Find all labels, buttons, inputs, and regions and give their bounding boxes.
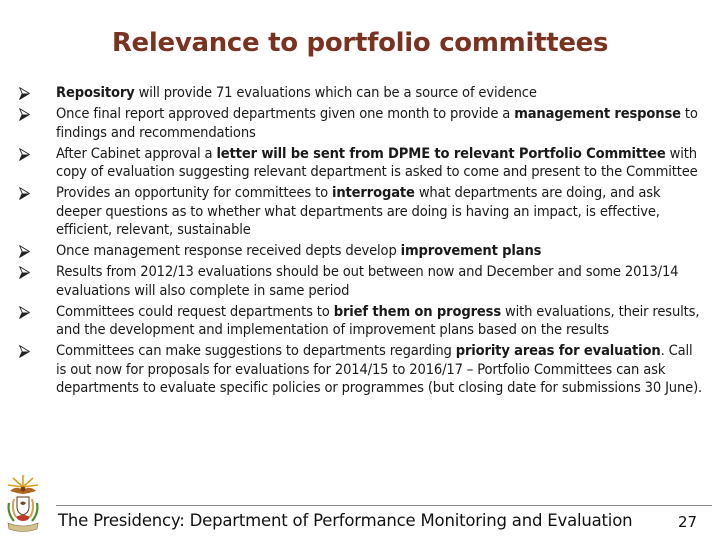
bullet-text-run: Provides an opportunity for committees to xyxy=(56,184,332,202)
arrow-bullet-icon xyxy=(19,266,30,279)
bullet-text-run: to findings and recommendations xyxy=(56,105,698,141)
bullet-text-emphasis: management response xyxy=(514,105,681,123)
bullet-text-emphasis: letter will be sent from DPME to relevant Portfolio Committee xyxy=(216,144,666,162)
bullet-text-emphasis: improvement plans xyxy=(400,242,542,259)
page-number: 27 xyxy=(678,513,698,531)
page-title: Relevance to portfolio committees xyxy=(111,28,609,58)
bullet-text-run: Committees could request departments to xyxy=(56,302,334,320)
bullet-list xyxy=(56,84,706,400)
bullet-text xyxy=(56,145,698,180)
arrow-bullet-icon xyxy=(19,306,30,319)
bullet-text-run: . Call is out now for proposals for evaluations for 2014/15 to 2016/17 – Portfolio Committees can ask departments to evaluate specific policies or programmes (but closing date for submissions 30 June). xyxy=(56,342,703,396)
arrow-bullet-icon xyxy=(19,345,30,358)
bullet-item xyxy=(56,303,706,340)
bullet-item xyxy=(56,145,706,182)
bullet-text-run: Committees can make suggestions to departments regarding xyxy=(56,342,456,360)
bullet-text xyxy=(56,242,541,259)
bullet-text xyxy=(56,342,702,396)
bullet-text-run: Once final report approved departments given one month to provide a xyxy=(56,105,515,123)
bullet-text xyxy=(56,184,660,238)
arrow-bullet-icon xyxy=(19,148,30,161)
bullet-text xyxy=(56,105,698,140)
coat-of-arms-icon xyxy=(4,473,42,535)
bullet-item xyxy=(56,184,706,239)
arrow-bullet-icon xyxy=(19,245,30,258)
bullet-item xyxy=(56,342,706,397)
bullet-text-run: what departments are doing, and ask deeper questions as to whether what departments are doing is having an impact, is effective, efficient, relevant, sustainable xyxy=(56,184,661,238)
footer-text: The Presidency: Department of Performance Monitoring and Evaluation xyxy=(58,511,633,530)
bullet-text-run: with copy of evaluation suggesting relevant department is asked to come and present to the Committee xyxy=(56,144,698,180)
bullet-text xyxy=(56,263,678,298)
bullet-item xyxy=(56,84,706,102)
bullet-text xyxy=(56,84,537,101)
bullet-text xyxy=(56,303,699,338)
bullet-text-run: with evaluations, their results, and the development and implementation of improvement plans based on the results xyxy=(56,302,700,338)
bullet-text-run: will provide 71 evaluations which can be a source of evidence xyxy=(134,84,537,101)
arrow-bullet-icon xyxy=(19,187,30,200)
bullet-item xyxy=(56,105,706,142)
arrow-bullet-icon xyxy=(19,87,30,100)
bullet-item xyxy=(56,263,706,300)
arrow-bullet-icon xyxy=(19,108,30,121)
bullet-text-run: Once management response received depts develop xyxy=(56,242,401,259)
bullet-text-emphasis: priority areas for evaluation xyxy=(455,342,661,360)
bullet-text-run: Results from 2012/13 evaluations should be out between now and December and some 2013/14 evaluations will also complete in same period xyxy=(56,263,679,299)
bullet-text-emphasis: Repository xyxy=(56,84,135,101)
bullet-text-run: After Cabinet approval a xyxy=(56,144,217,162)
bullet-text-emphasis: interrogate xyxy=(332,184,415,202)
footer-divider xyxy=(56,505,712,506)
bullet-text-emphasis: brief them on progress xyxy=(333,302,501,320)
bullet-item xyxy=(56,242,706,260)
